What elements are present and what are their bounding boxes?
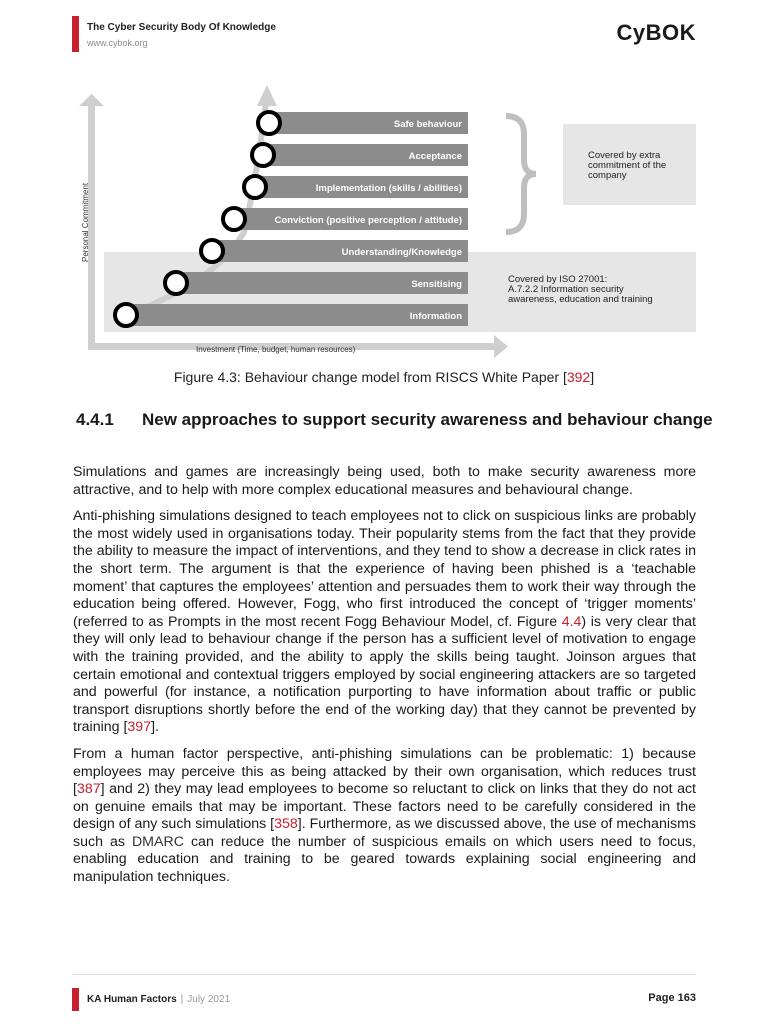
- y-axis-label: Personal Commitment: [81, 182, 90, 262]
- caption-close: ]: [590, 369, 595, 385]
- p3-text-c: ]. Furthermore, as we discussed above, the use of mechanisms such as: [73, 816, 697, 850]
- brace: [506, 116, 536, 232]
- step-circle-icon: [258, 112, 280, 134]
- p2-text-c: ].: [151, 719, 159, 736]
- page-footer: [72, 974, 696, 1011]
- step-label: Safe behaviour: [393, 119, 462, 130]
- p2-text-a: Anti-phishing simulations designed to teach employees not to click on suspicious links are probably the most widely used in organisations today. Their popularity stems from the fact that they provide the ability to measure the impact of interventions, and they tend to show a decrease in click rates in the short term. The argument is that the experience of having been phished is a ‘teachable moment’ that captures the employees’ attention and persuades them to work their way through the education being offered. However, Fogg, who first introduced the concept of ‘trigger moments’ (referred to as Prompts in the most recent Fogg Behaviour Model, cf. Figure: [73, 508, 696, 630]
- page-number: Page 163: [648, 992, 696, 1004]
- section-title: New approaches to support security awareness and behaviour change: [142, 410, 713, 429]
- step-label: Acceptance: [408, 151, 462, 162]
- footer-date: July 2021: [187, 994, 231, 1005]
- footer-left: [87, 994, 230, 1005]
- reference-387-link[interactable]: 387: [76, 781, 101, 798]
- section-number: 4.4.1: [76, 410, 114, 429]
- body-text: [73, 464, 696, 896]
- header-accent-bar: [72, 16, 79, 52]
- header-title: The Cyber Security Body Of Knowledge: [87, 22, 276, 33]
- note-extra-commitment: Covered by extra commitment of the company: [588, 150, 667, 181]
- note-iso: Covered by ISO 27001: A.7.2.2 Information security awareness, education and training: [508, 274, 653, 305]
- footer-ka-name: KA Human Factors: [87, 994, 177, 1005]
- footer-accent-bar: [72, 988, 79, 1011]
- step-label: Sensitising: [411, 279, 462, 290]
- figure-4-4-link[interactable]: 4.4: [561, 613, 582, 630]
- caption-reference-link[interactable]: 392: [566, 369, 591, 385]
- behaviour-change-figure: [76, 82, 700, 362]
- section-heading: [76, 410, 713, 430]
- p3-text-d: can reduce the number of suspicious emails on which users need to focus, enabling education and training to be geared towards explaining social engineering and manipulation techniques.: [73, 833, 696, 886]
- step-label: Information: [409, 311, 462, 322]
- caption-text: Figure 4.3: Behaviour change model from RISCS White Paper [: [173, 369, 567, 385]
- cybok-logo: CyBOK: [616, 20, 696, 45]
- step-circle-icon: [252, 144, 274, 166]
- p2-text-b: ) is very clear that they will only lead to behaviour change if the person has a sufficient level of motivation to engage with the training provided, and the ability to apply the skills being taught. Joinson argues that certain emotional and contextual triggers employed by social engineering attackers are so targeted and powerful (for instance, a notification purporting to have information about traffic or public transport disruptions shortly before the end of the working day) that they cannot be prevented by training [: [73, 613, 696, 736]
- step-label: Implementation (skills / abilities): [315, 183, 462, 194]
- reference-397-link[interactable]: 397: [127, 719, 152, 736]
- step-label: Understanding/Knowledge: [341, 247, 462, 258]
- step-circle-icon: [165, 272, 187, 294]
- p3-text-b: ] and 2) they may lead employees to become so reluctant to click on links that they do not act on genuine emails that may be important. These factors need to be carefully considered in the design of any such simulations [: [73, 781, 696, 833]
- footer-separator: |: [180, 994, 184, 1005]
- paragraph-3: [73, 746, 696, 887]
- reference-358-link[interactable]: 358: [274, 816, 298, 833]
- header-url[interactable]: www.cybok.org: [87, 38, 148, 48]
- step-circle-icon: [223, 208, 245, 230]
- step-circle-icon: [244, 176, 266, 198]
- step-label: Conviction (positive perception / attitude): [274, 215, 462, 226]
- figure-caption: [0, 369, 768, 385]
- step-circle-icon: [201, 240, 223, 262]
- x-axis-label: Investment (Time, budget, human resources): [196, 345, 356, 354]
- dmarc-link[interactable]: DMARC: [131, 833, 184, 850]
- paragraph-2: [73, 508, 696, 737]
- step-circle-icon: [115, 304, 137, 326]
- p3-text-a: From a human factor perspective, anti-phishing simulations can be problematic: 1) because employees may perceive this as being attacked by their own organisation, which reduces trust [: [73, 745, 696, 798]
- paragraph-1: Simulations and games are increasingly being used, both to make security awareness more attractive, and to help with more complex educational measures and behavioural change.: [73, 464, 696, 498]
- page-header: [72, 16, 696, 52]
